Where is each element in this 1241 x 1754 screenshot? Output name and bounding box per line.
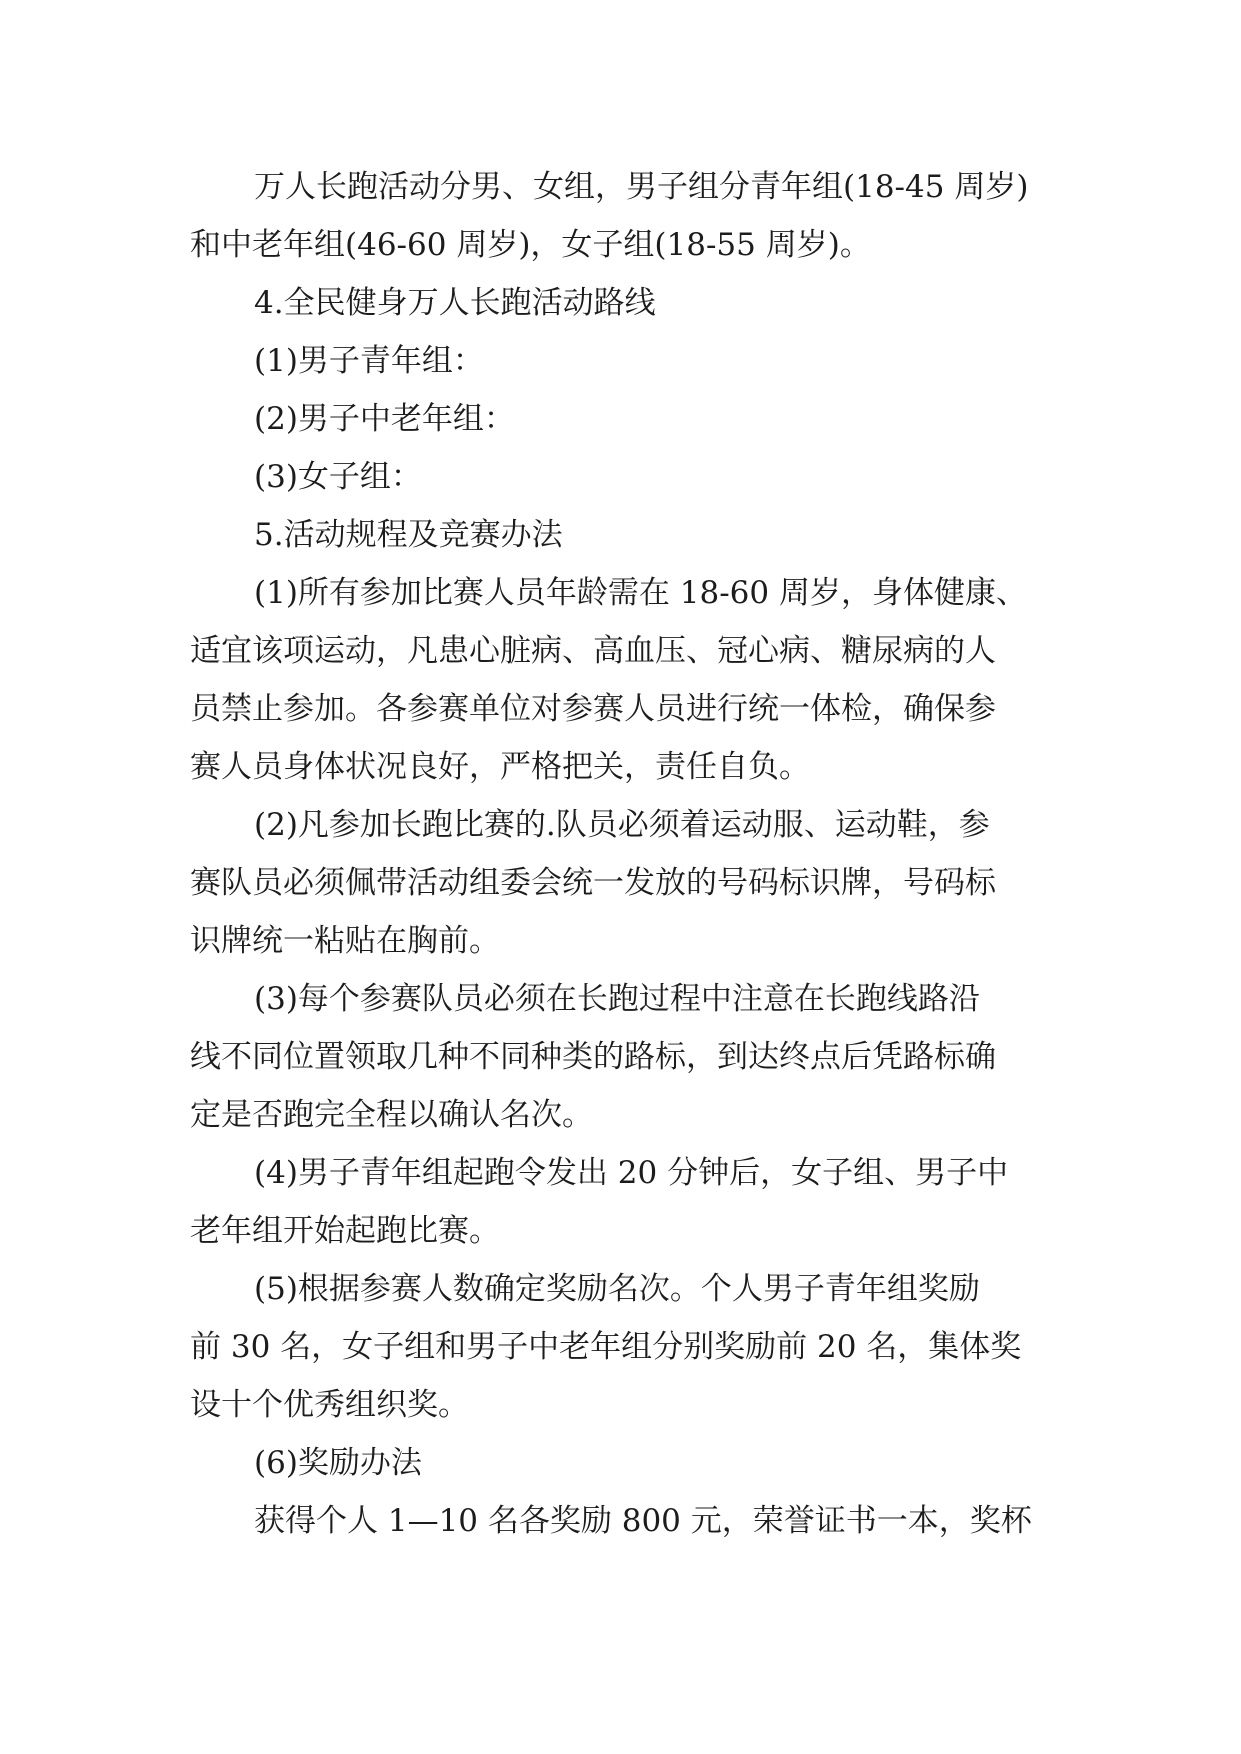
section-heading: 4.全民健身万人长跑活动路线 [254, 285, 656, 321]
text-line: 定是否跑完全程以确认名次。 [190, 1097, 593, 1133]
text-line: (3)女子组： [254, 459, 422, 495]
text-line: (4)男子青年组起跑令发出 20 分钟后，女子组、男子中 [254, 1155, 1009, 1191]
text-line: (2)凡参加长跑比赛的.队员必须着运动服、运动鞋，参 [254, 807, 990, 843]
text-line: (1)男子青年组： [254, 343, 484, 379]
text-line: (3)每个参赛队员必须在长跑过程中注意在长跑线路沿 [254, 981, 980, 1017]
text-line: 获得个人 1—10 名各奖励 800 元，荣誉证书一本，奖杯 [254, 1503, 1032, 1539]
text-line: (1)所有参加比赛人员年龄需在 18-60 周岁，身体健康、 [254, 575, 1027, 611]
text-line: 老年组开始起跑比赛。 [190, 1213, 500, 1249]
text-line: 和中老年组(46-60 周岁)，女子组(18-55 周岁)。 [190, 227, 871, 263]
section-heading: 5.活动规程及竞赛办法 [254, 517, 563, 553]
text-line: 前 30 名，女子组和男子中老年组分别奖励前 20 名，集体奖 [190, 1329, 1022, 1365]
text-line: 设十个优秀组织奖。 [190, 1387, 469, 1423]
text-line: (6)奖励办法 [254, 1445, 422, 1481]
text-line: 线不同位置领取几种不同种类的路标，到达终点后凭路标确 [190, 1039, 996, 1075]
document-body [190, 158, 1070, 1550]
text-line: 赛队员必须佩带活动组委会统一发放的号码标识牌，号码标 [190, 865, 996, 901]
text-line: (2)男子中老年组： [254, 401, 515, 437]
text-line: 赛人员身体状况良好，严格把关，责任自负。 [190, 749, 810, 785]
text-line: 适宜该项运动，凡患心脏病、高血压、冠心病、糖尿病的人 [190, 633, 996, 669]
text-line: 识牌统一粘贴在胸前。 [190, 923, 500, 959]
text-line: 万人长跑活动分男、女组，男子组分青年组(18-45 周岁) [254, 169, 1029, 205]
text-line: (5)根据参赛人数确定奖励名次。个人男子青年组奖励 [254, 1271, 980, 1307]
text-line: 员禁止参加。各参赛单位对参赛人员进行统一体检，确保参 [190, 691, 996, 727]
